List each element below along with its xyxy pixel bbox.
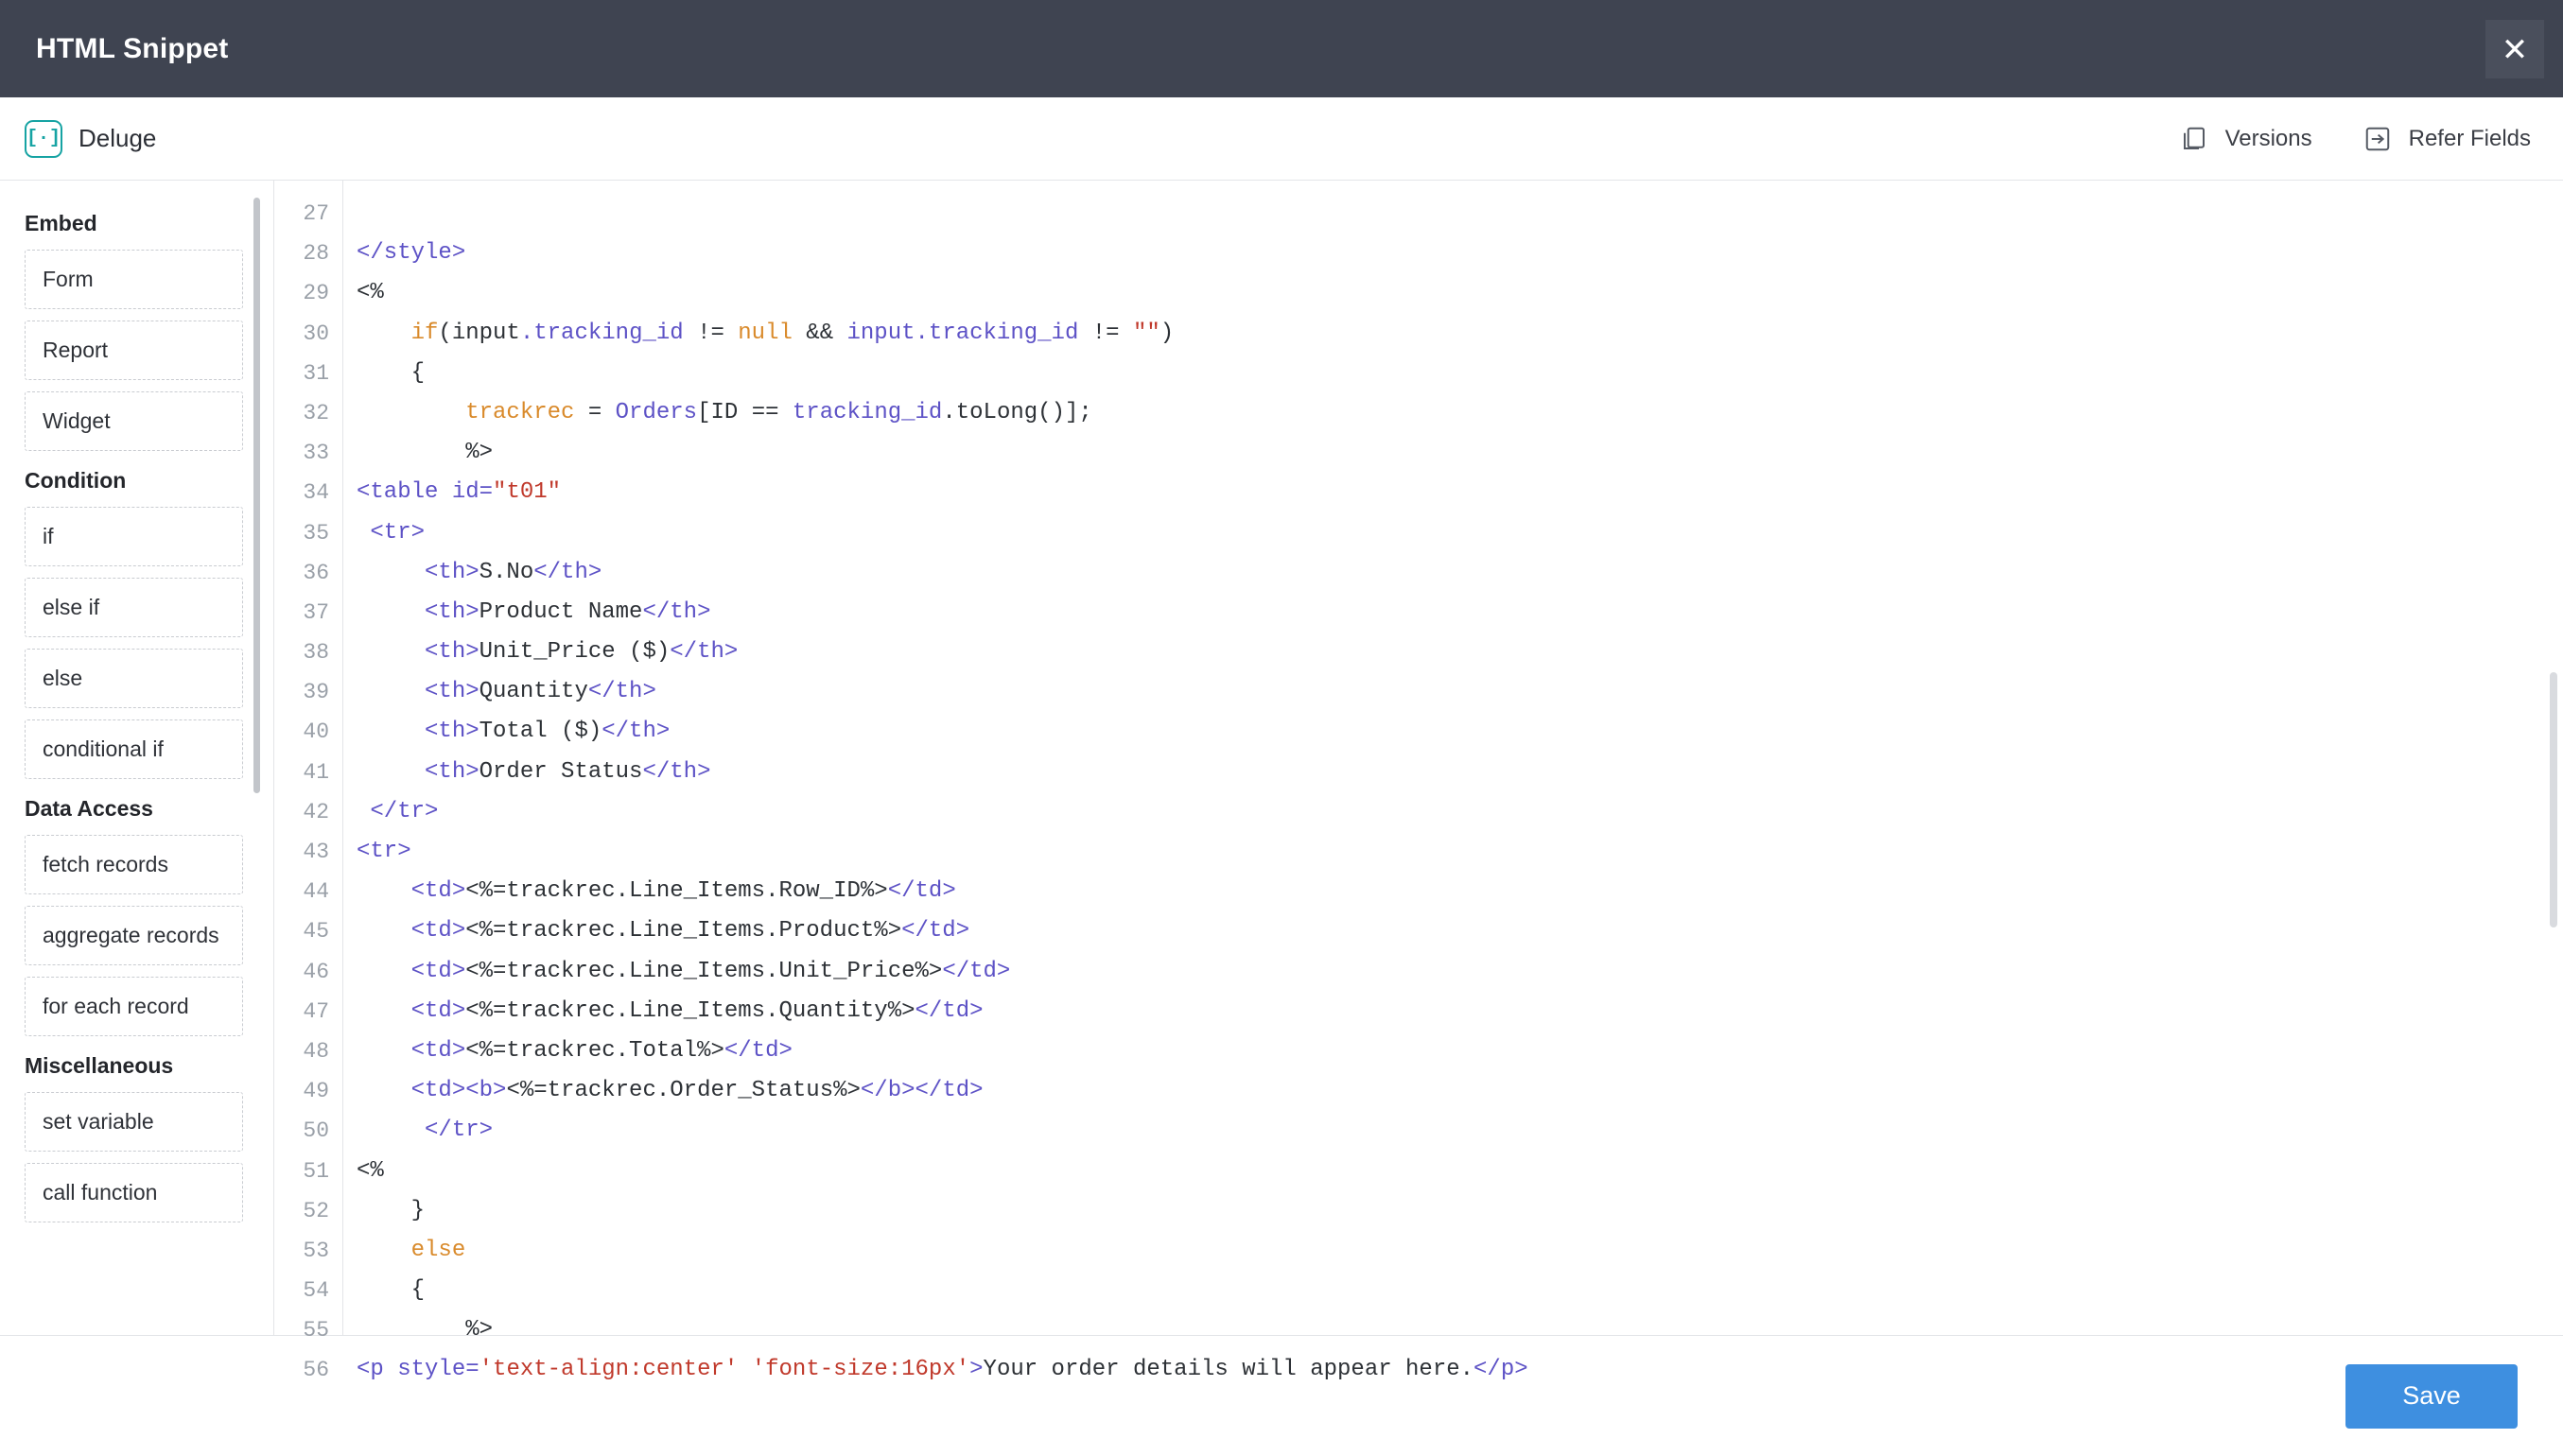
- snippet-group-title: Data Access: [25, 796, 153, 821]
- snippet-group-title: Miscellaneous: [25, 1053, 174, 1078]
- editor-toolbar: [0, 97, 2563, 181]
- code-line: [357, 872, 2563, 911]
- code-token: </b></td>: [860, 1078, 984, 1104]
- code-token: [357, 959, 411, 984]
- deluge-brand-label: Deluge: [78, 124, 157, 152]
- code-token: "": [1132, 320, 1160, 346]
- code-text-area[interactable]: [343, 181, 2563, 1383]
- code-token: [ID ==: [697, 399, 793, 425]
- code-token: %>: [357, 440, 494, 466]
- deluge-brand: [25, 120, 156, 158]
- line-number: 34: [303, 480, 329, 506]
- code-token: .tracking_id: [915, 320, 1079, 346]
- copy-layers-icon: [2178, 123, 2210, 155]
- arrow-into-box-icon: [2362, 123, 2394, 155]
- line-number: 56: [303, 1358, 329, 1383]
- code-token: <tr>: [357, 519, 426, 546]
- code-line: [357, 473, 2563, 512]
- code-token: <%: [357, 280, 384, 306]
- line-number: 49: [303, 1079, 329, 1104]
- code-token: <%=trackrec.Line_Items.Product%>: [465, 918, 902, 945]
- line-number: 48: [303, 1038, 329, 1064]
- code-token: [357, 1118, 425, 1143]
- code-token: </th>: [642, 758, 711, 785]
- editor-vertical-scrollbar[interactable]: [2550, 672, 2557, 927]
- dialog-body: [0, 181, 2563, 1383]
- line-number: 47: [303, 998, 329, 1024]
- code-token: </td>: [887, 878, 956, 905]
- snippet-item[interactable]: set variable: [25, 1092, 243, 1152]
- code-token: </th>: [670, 639, 739, 666]
- snippet-item[interactable]: call function: [25, 1163, 243, 1222]
- code-token: if: [410, 320, 439, 346]
- line-number: 54: [303, 1278, 329, 1304]
- code-token: </td>: [901, 918, 970, 945]
- code-token: <p: [357, 1357, 398, 1383]
- sidebar-scrollbar[interactable]: [253, 198, 260, 793]
- code-token: [738, 1357, 751, 1382]
- code-token: [357, 400, 465, 425]
- code-token: <%=trackrec.Line_Items.Unit_Price%>: [465, 958, 943, 984]
- code-token: <td>: [410, 918, 466, 945]
- line-number: 38: [303, 640, 329, 666]
- code-token: </th>: [587, 679, 656, 705]
- code-token: .tracking_id: [519, 320, 684, 346]
- code-line: [357, 1231, 2563, 1271]
- line-number: 52: [303, 1198, 329, 1223]
- code-line: [357, 712, 2563, 752]
- code-token: [357, 1238, 411, 1263]
- line-number: 53: [303, 1238, 329, 1263]
- code-token: <td>: [410, 1037, 466, 1064]
- code-token: <td>: [410, 997, 466, 1024]
- versions-label: Versions: [2224, 125, 2312, 151]
- code-line: [357, 593, 2563, 633]
- line-number: 30: [303, 321, 329, 346]
- snippet-item[interactable]: Report: [25, 321, 243, 380]
- line-number: 33: [303, 441, 329, 466]
- line-number: 29: [303, 281, 329, 306]
- code-token: <%=trackrec.Total%>: [465, 1037, 724, 1064]
- line-number: 32: [303, 400, 329, 425]
- snippet-item[interactable]: else if: [25, 578, 243, 637]
- snippet-item[interactable]: aggregate records: [25, 906, 243, 965]
- code-token: tracking_id: [792, 399, 943, 425]
- line-number: 44: [303, 879, 329, 905]
- code-line: [357, 1191, 2563, 1231]
- line-number: 42: [303, 799, 329, 824]
- code-token: <table: [357, 479, 452, 506]
- code-token: null: [738, 320, 793, 346]
- code-line: [357, 1271, 2563, 1310]
- code-token: </style>: [357, 240, 466, 267]
- line-number: 51: [303, 1158, 329, 1184]
- code-editor[interactable]: [274, 181, 2563, 1383]
- snippet-group-title: Embed: [25, 211, 97, 235]
- versions-button[interactable]: [2178, 123, 2312, 155]
- code-token: Unit_Price ($): [479, 639, 671, 666]
- code-line: [357, 314, 2563, 354]
- code-line: [357, 633, 2563, 672]
- dialog-title: HTML Snippet: [36, 32, 229, 64]
- code-token: 'font-size:16px': [751, 1357, 970, 1383]
- code-line: [357, 1310, 2563, 1350]
- line-number: 45: [303, 919, 329, 945]
- code-token: .toLong()];: [942, 399, 1092, 425]
- code-token: [357, 1078, 411, 1103]
- code-token: !=: [1078, 320, 1133, 346]
- dialog-titlebar: [0, 0, 2563, 97]
- code-token: Orders: [615, 399, 698, 425]
- code-token: style=: [397, 1357, 479, 1383]
- line-number: 55: [303, 1318, 329, 1343]
- deluge-bracket-icon: [·]: [25, 120, 62, 158]
- code-line: [357, 273, 2563, 313]
- code-token: "t01": [493, 479, 562, 506]
- code-token: [357, 679, 425, 704]
- line-number: 31: [303, 360, 329, 386]
- code-token: [357, 599, 425, 625]
- code-token: <%=trackrec.Line_Items.Row_ID%>: [465, 878, 888, 905]
- code-token: </td>: [942, 958, 1011, 984]
- code-token: [357, 918, 411, 944]
- code-token: ): [1159, 320, 1175, 346]
- code-line: [357, 1111, 2563, 1151]
- snippet-sidebar: [0, 181, 274, 1335]
- line-number: 27: [303, 201, 329, 226]
- code-line: [357, 792, 2563, 832]
- line-number: 28: [303, 241, 329, 267]
- snippet-item[interactable]: else: [25, 649, 243, 708]
- snippet-item[interactable]: Widget: [25, 391, 243, 451]
- code-line: [357, 234, 2563, 273]
- code-token: !=: [683, 320, 739, 346]
- code-line: [357, 952, 2563, 992]
- code-token: <%=trackrec.Line_Items.Quantity%>: [465, 997, 915, 1024]
- line-number: 36: [303, 560, 329, 585]
- code-line: [357, 354, 2563, 393]
- code-line: [357, 753, 2563, 792]
- code-token: <tr>: [357, 839, 411, 864]
- code-line: [357, 992, 2563, 1031]
- code-token: </td>: [915, 997, 984, 1024]
- code-token: Quantity: [479, 679, 588, 705]
- code-token: [357, 998, 411, 1024]
- close-icon[interactable]: ✕: [2485, 20, 2544, 78]
- save-button[interactable]: Save: [2345, 1364, 2518, 1429]
- code-token: <td>: [410, 878, 466, 905]
- code-token: [357, 759, 425, 785]
- code-token: &&: [792, 320, 847, 346]
- code-token: S.No: [479, 559, 534, 585]
- code-token: <td><b>: [410, 1078, 507, 1104]
- code-token: Product Name: [479, 598, 643, 625]
- code-token: </th>: [533, 559, 602, 585]
- code-token: trackrec: [465, 399, 575, 425]
- snippet-item[interactable]: if: [25, 507, 243, 566]
- code-line: [357, 911, 2563, 951]
- code-token: [357, 878, 411, 904]
- code-line: [357, 1152, 2563, 1191]
- line-number: 40: [303, 719, 329, 745]
- snippet-item[interactable]: for each record: [25, 977, 243, 1036]
- code-line: [357, 393, 2563, 433]
- code-token: <th>: [425, 639, 479, 666]
- code-line: [357, 194, 2563, 234]
- toolbar-actions: [2178, 123, 2531, 155]
- line-number: 37: [303, 599, 329, 625]
- code-token: {: [357, 359, 426, 386]
- code-token: [357, 321, 411, 346]
- line-number: 41: [303, 759, 329, 785]
- snippet-item[interactable]: Form: [25, 250, 243, 309]
- code-token: Total ($): [479, 719, 602, 745]
- code-line: [357, 513, 2563, 553]
- code-line: [357, 672, 2563, 712]
- code-token: <th>: [425, 719, 479, 745]
- code-token: <%=trackrec.Order_Status%>: [506, 1078, 861, 1104]
- code-token: </th>: [602, 719, 671, 745]
- code-token: <th>: [425, 758, 479, 785]
- code-token: </td>: [724, 1037, 793, 1064]
- code-line: [357, 1350, 2563, 1390]
- code-line: [357, 1071, 2563, 1111]
- code-token: (input: [438, 320, 520, 346]
- refer-fields-label: Refer Fields: [2408, 125, 2531, 151]
- code-token: [357, 560, 425, 585]
- code-token: Your order details will appear here.: [983, 1357, 1474, 1383]
- line-number: 43: [303, 840, 329, 864]
- code-token: [357, 639, 425, 665]
- line-number: 50: [303, 1118, 329, 1144]
- code-token: Order Status: [479, 758, 643, 785]
- code-line: [357, 832, 2563, 872]
- code-line: [357, 553, 2563, 593]
- code-token: <td>: [410, 958, 466, 984]
- line-number-gutter: [274, 181, 342, 1383]
- code-token: </th>: [642, 598, 711, 625]
- code-token: 'text-align:center': [479, 1357, 739, 1383]
- code-token: input: [846, 320, 915, 346]
- code-token: {: [357, 1277, 426, 1304]
- snippet-item[interactable]: fetch records: [25, 835, 243, 894]
- code-token: <%: [357, 1157, 384, 1184]
- code-line: [357, 433, 2563, 473]
- code-token: </p>: [1473, 1357, 1528, 1383]
- code-token: id=: [451, 479, 494, 506]
- code-token: [357, 719, 425, 744]
- refer-fields-button[interactable]: [2362, 123, 2531, 155]
- code-token: else: [410, 1237, 466, 1263]
- line-number: 39: [303, 680, 329, 705]
- code-token: </tr>: [357, 798, 439, 824]
- code-token: %>: [357, 1317, 494, 1343]
- code-token: >: [969, 1357, 984, 1383]
- code-token: =: [574, 399, 616, 425]
- code-token: }: [357, 1197, 426, 1223]
- line-number: 35: [303, 520, 329, 546]
- code-token: <th>: [425, 598, 479, 625]
- code-token: <th>: [425, 679, 479, 705]
- snippet-sidebar-list: [0, 181, 273, 1222]
- code-token: [357, 1038, 411, 1064]
- snippet-item[interactable]: conditional if: [25, 719, 243, 779]
- code-line: [357, 1031, 2563, 1071]
- line-number: 46: [303, 959, 329, 984]
- code-token: <th>: [425, 559, 479, 585]
- code-token: </tr>: [425, 1118, 494, 1144]
- snippet-group-title: Condition: [25, 468, 127, 493]
